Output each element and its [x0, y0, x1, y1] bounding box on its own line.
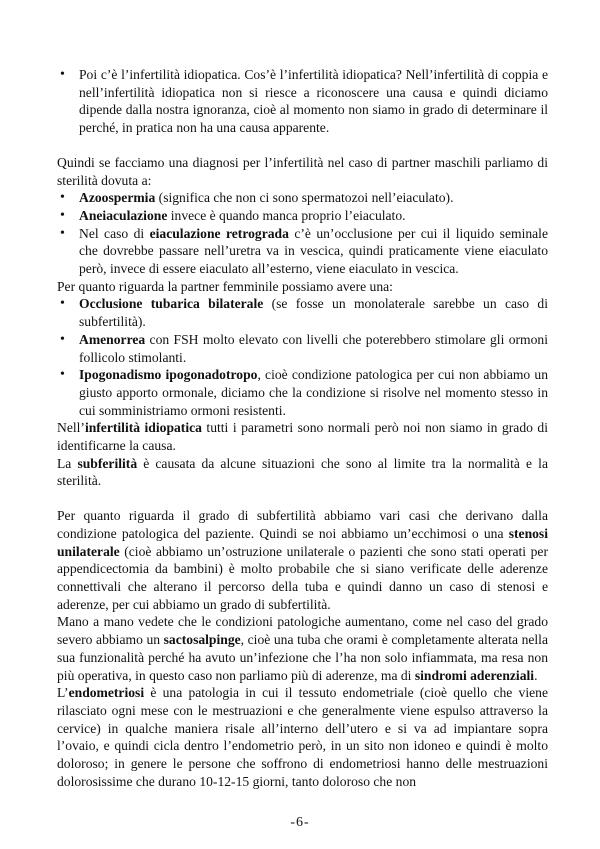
male-lead: Quindi se facciamo una diagnosi per l’infertilità nel caso di partner maschili parliamo di sterilità dovuta a: — [57, 154, 548, 188]
intro-list — [57, 66, 548, 137]
term: sactosalpinge — [163, 632, 241, 648]
list-item: • Occlusione tubarica bilaterale (se fosse un monolaterale sarebbe un caso di subfertilità). — [57, 295, 548, 330]
list-item: • Ipogonadismo ipogonadotropo, cioè condizione patologica per cui non abbiamo un giusto apporto ormonale, diciamo che la condizione si risolve nel momento stesso in cui somministriamo ormoni resistenti. — [57, 366, 548, 419]
term: Aneiaculazione — [79, 207, 168, 223]
female-lead: Per quanto riguarda la partner femminile possiamo avere una: — [57, 278, 393, 294]
list-item: • Aneiaculazione invece è quando manca proprio l’eiaculato. — [57, 207, 548, 225]
subfertility-paragraph: La subferilità è causata da alcune situazioni che sono al limite tra la normalità e la sterilità. — [57, 455, 548, 489]
endometriosis-paragraph: L’endometriosi è una patologia in cui il tessuto endometriale (cioè quello che viene rilasciato ogni mese con le mestruazioni e che generalmente viene espulso attraverso la cervice) in qualche maniera risale all’interno dell’utero e si va ad impiantare sopra l’ovaio, e quindi cicla dentro l’endometrio però, in un sito non idoneo e quindi è molto doloroso; in genere le persone che soffrono di endometriosi hanno delle mestruazioni dolorosissime che durano 10-12-15 giorni, tanto doloroso che non — [57, 685, 548, 789]
term: Ipogonadismo ipogonadotropo — [79, 367, 258, 383]
term: eiaculazione retrograda — [149, 225, 289, 241]
severe-paragraph: Mano a mano vedete che le condizioni patologiche aumentano, come nel caso del grado severo abbiamo un sactosalpinge, cioè una tuba che orami è completamente alterata nella sua funzionalità perché ha avuto un’infezione che l’ha non solo infiammata, ma resa non più operativa, in questo caso non parliamo più di aderenze, ma di sindromi aderenziali. — [57, 614, 548, 683]
term: stenosi unilaterale — [57, 525, 548, 559]
idiopathic-item — [57, 66, 548, 137]
female-causes-list — [57, 295, 548, 419]
idiopathic-paragraph: Nell’infertilità idiopatica tutti i parametri sono normali però noi non siamo in grado di identificarne la causa. — [57, 420, 548, 454]
term: infertilità idiopatica — [84, 420, 202, 436]
list-item: • Amenorrea con FSH molto elevato con livelli che poterebbero stimolare gli ormoni follicolo stimolanti. — [57, 331, 548, 366]
term: Azoospermia — [79, 190, 156, 206]
spacer — [57, 137, 548, 154]
spacer — [57, 490, 548, 507]
term: endometriosi — [68, 685, 145, 701]
male-causes-list — [57, 189, 548, 278]
list-item: • Azoospermia (significa che non ci sono spermatozoi nell’eiaculato). — [57, 189, 548, 207]
idiopathic-item-text: Poi c’è l’infertilità idiopatica. Cos’è l’infertilità idiopatica? Nell’infertilità di coppia e nell’infertilità idiopatica non si riesce a riconoscere una causa e quindi diciamo dipende dalla nostra ignoranza, cioè al momento non siamo in grado di determinare il perché, in pratica non ha una causa apparente. — [79, 67, 548, 136]
term: sindromi aderenziali — [414, 667, 535, 683]
term: subferilità — [77, 455, 138, 471]
term: Amenorrea — [79, 331, 146, 347]
grades-paragraph: Per quanto riguarda il grado di subfertilità abbiamo vari casi che derivano dalla condizione patologica del paziente. Quindi se noi abbiamo un’ecchimosi o una stenosi unilaterale (cioè abbiamo un’ostruzione unilaterale o pazienti che sono stati operati per appendicectomia da bambini) è molto probabile che si siano verificate delle aderenze connettivali che alterano il percorso della tuba e quindi danno un caso di stenosi e aderenze, per cui abbiamo un grado di subfertilità. — [57, 508, 548, 612]
term: Occlusione tubarica bilaterale — [79, 296, 264, 312]
list-item: • Nel caso di eiaculazione retrograda c’è un’occlusione per cui il liquido seminale che dovrebbe passare nell’uretra va in vescica, quindi praticamente viene eiaculato però, invece di essere eiaculato all’esterno, viene eiaculato in vescica. — [57, 225, 548, 278]
page-number: -6- — [290, 815, 310, 830]
